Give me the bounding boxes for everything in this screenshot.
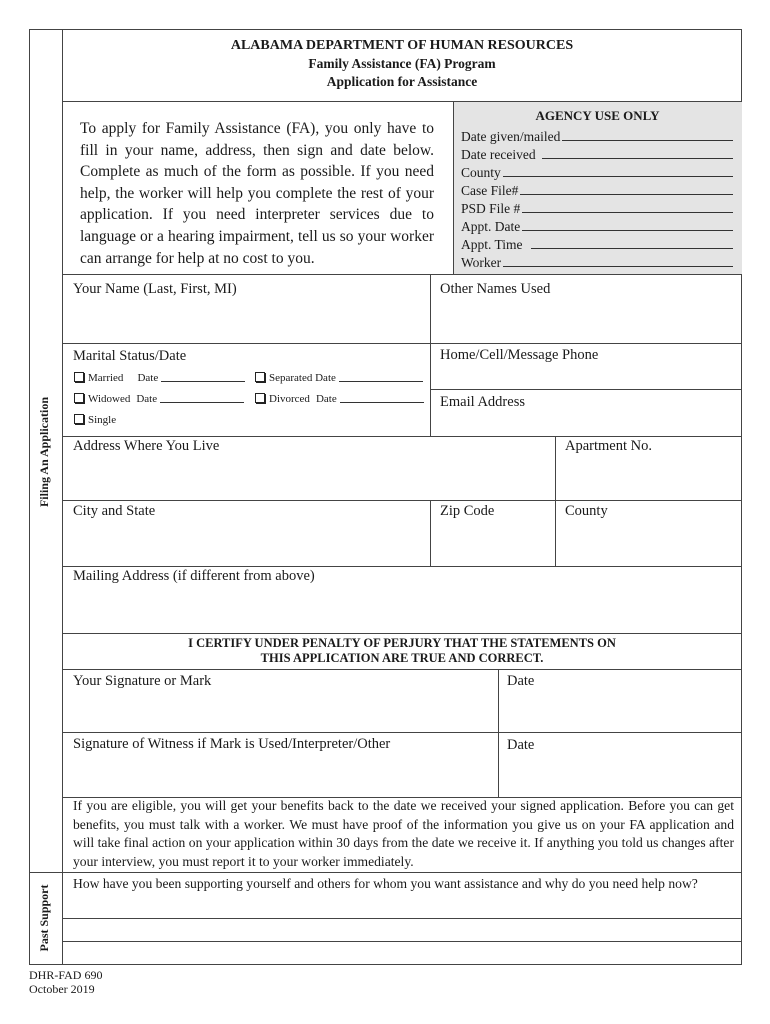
marital-status-label: Marital Status/Date: [73, 348, 187, 364]
separated-date-line[interactable]: [339, 381, 423, 382]
signature-date-label: Date: [507, 673, 535, 689]
zip-label: Zip Code: [440, 503, 495, 519]
form-number: DHR-FAD 690: [29, 968, 103, 982]
mailing-row-divider: [62, 633, 742, 634]
agency-field-worker[interactable]: Worker: [461, 253, 733, 271]
witness-label: Signature of Witness if Mark is Used/Interpreter/Other: [73, 736, 391, 752]
page-title: Application for Assistance: [326, 74, 478, 89]
agency-field-date-given[interactable]: Date given/mailed: [461, 127, 733, 145]
past-support-question: How have you been supporting yourself and others for whom you want assistance and why do you need help now?: [73, 876, 698, 891]
marital-row-divider: [62, 436, 742, 437]
address-label: Address Where You Live: [73, 438, 220, 454]
married-date-line[interactable]: [161, 381, 245, 382]
intro-divider: [62, 274, 742, 275]
zip-divider: [430, 500, 431, 566]
phone-email-divider: [430, 389, 742, 390]
city-state-label: City and State: [73, 503, 156, 519]
apartment-label: Apartment No.: [565, 438, 652, 454]
agency-field-appt-time[interactable]: Appt. Time: [461, 235, 733, 253]
witness-date-label: Date: [507, 737, 535, 753]
program-name: Family Assistance (FA) Program: [308, 56, 496, 71]
agency-use-title: AGENCY USE ONLY: [535, 108, 660, 123]
divorced-option[interactable]: Divorced Date: [255, 393, 424, 405]
certify-line-2: THIS APPLICATION ARE TRUE AND CORRECT.: [260, 651, 544, 665]
signature-label: Your Signature or Mark: [73, 673, 212, 689]
widowed-checkbox[interactable]: [74, 393, 84, 403]
agency-field-date-received[interactable]: Date received: [461, 145, 733, 163]
county-label: County: [565, 503, 608, 519]
past-support-line-1[interactable]: [62, 918, 742, 919]
form-date: October 2019: [29, 982, 95, 996]
mailing-address-label: Mailing Address (if different from above): [73, 568, 315, 584]
single-checkbox[interactable]: [74, 414, 84, 424]
intro-text: To apply for Family Assistance (FA), you only have to fill in your name, address, then sign and date below. Complete as much of the form as possible. If you need help, the worker will help you complete the rest of your application. If you need interpreter services due to language or a hearing impairment, tell us so your worker can arrange for help at no cost to you.: [80, 120, 434, 267]
separated-checkbox[interactable]: [255, 372, 265, 382]
divorced-date-line[interactable]: [340, 402, 424, 403]
divorced-checkbox[interactable]: [255, 393, 265, 403]
apartment-divider: [555, 436, 556, 566]
eligibility-divider: [62, 872, 742, 873]
name-row-divider: [62, 343, 742, 344]
side-label-past-support: Past Support: [37, 884, 51, 952]
name-label: Your Name (Last, First, MI): [73, 281, 237, 297]
agency-field-psd-file[interactable]: PSD File #: [461, 199, 733, 217]
separated-option[interactable]: Separated Date: [255, 372, 423, 384]
email-label: Email Address: [440, 394, 525, 410]
city-row-divider: [62, 566, 742, 567]
married-option[interactable]: Married Date: [74, 372, 245, 384]
signature-date-divider: [498, 669, 499, 797]
certify-statement: [62, 636, 742, 666]
agency-field-appt-date[interactable]: Appt. Date: [461, 217, 733, 235]
signature-row-divider: [62, 732, 742, 733]
name-column-divider: [430, 274, 431, 436]
agency-field-county[interactable]: County: [461, 163, 733, 181]
agency-box-divider: [453, 101, 454, 274]
side-section-divider: [29, 872, 62, 873]
certify-divider: [62, 669, 742, 670]
past-support-line-2[interactable]: [62, 941, 742, 942]
widowed-option[interactable]: Widowed Date: [74, 393, 244, 405]
widowed-date-line[interactable]: [160, 402, 244, 403]
side-column-divider: [62, 29, 63, 965]
side-label-filing: Filing An Application: [37, 396, 51, 508]
eligibility-text: If you are eligible, you will get your benefits back to the date we received your signed application. Before you can get benefits, you must talk with a worker. We must have proof of the information you give us on your FA application and will take final action on your application within 30 days from the date we receive it. If anything you told us changes after your interview, you must report it to your worker immediately.: [73, 798, 734, 869]
agency-field-case-file[interactable]: Case File#: [461, 181, 733, 199]
married-checkbox[interactable]: [74, 372, 84, 382]
other-names-label: Other Names Used: [440, 281, 551, 297]
agency-name: ALABAMA DEPARTMENT OF HUMAN RESOURCES: [230, 38, 574, 53]
phone-label: Home/Cell/Message Phone: [440, 347, 599, 363]
certify-line-1: I CERTIFY UNDER PENALTY OF PERJURY THAT THE STATEMENTS ON: [188, 636, 616, 650]
single-option[interactable]: Single: [74, 414, 116, 426]
address-row-divider: [62, 500, 742, 501]
